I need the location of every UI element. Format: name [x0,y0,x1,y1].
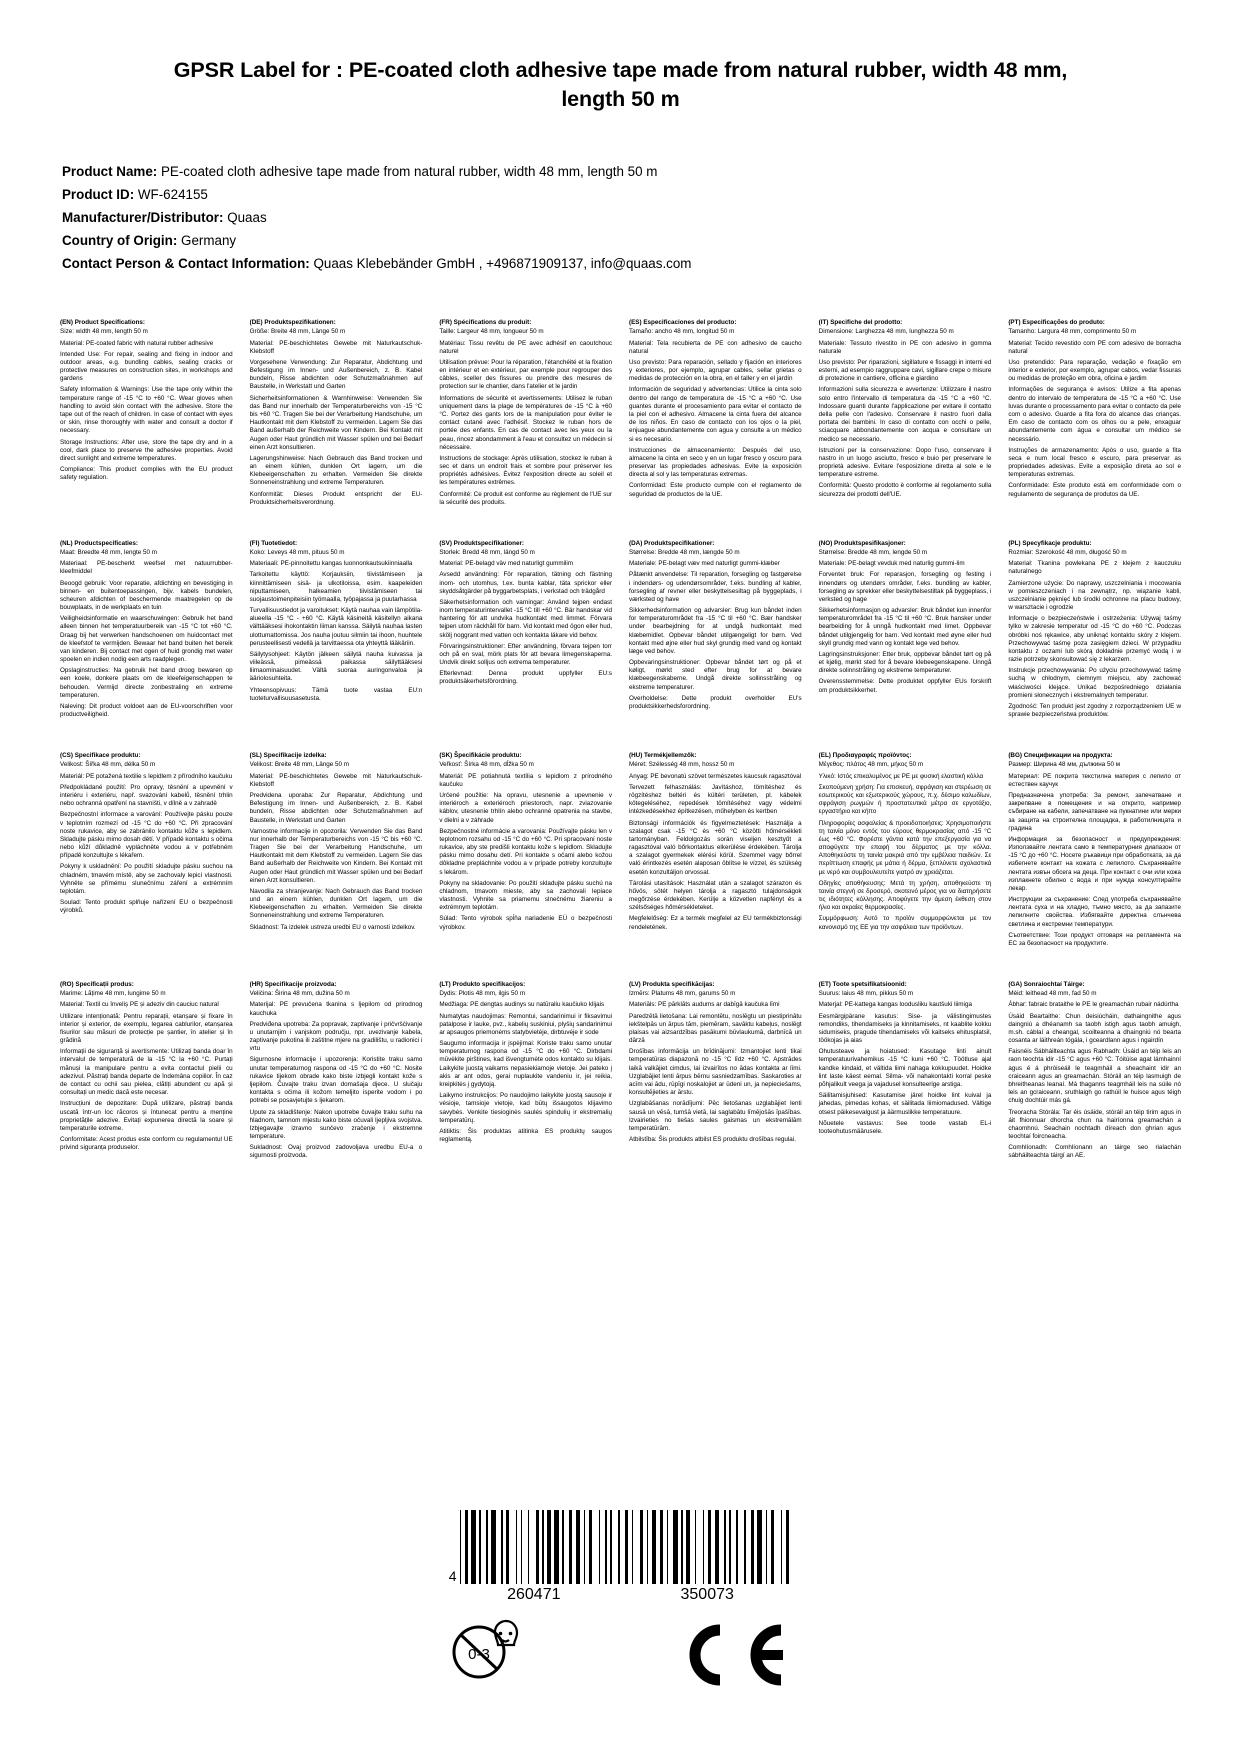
language-paragraph: Material: PE-beschichtetes Gewebe mit Naturkautschuk-Klebstoff [249,772,423,788]
age-range-text: 0-3 [467,1646,490,1663]
language-paragraph: Utilisation prévue: Pour la réparation, l'étanchéité et la fixation en intérieur et en extérieur, par exemple pour regrouper des câbles, sceller des fissures ou prendre des mesures de protection sur le chantier, dans l'atelier et le jardin [439,358,612,391]
language-paragraph: Säilitamisjuhised: Kasutamise järel hoidke lint kuival ja jahedas, pimedas kohas, et säilitada liimiomadused. Vältige otsest päikesevalgust ja äärmuslikke temperatuure. [818,1092,992,1116]
language-paragraph: Opslaginstructies: Na gebruik het band droog bewaren op een koele, donkere plaats om de kleefeigenschappen te behouden. Vermijd directe zonbestraling en extreme temperaturen. [60,667,233,699]
language-paragraph: Instrukcje przechowywania: Po użyciu przechowywać taśmę suchą w chłodnym, ciemnym miejscu, aby zachować właściwości klejące. Unikać bezpośredniego działania promieni słonecznych i ekstremalnych temperatur. [1008,667,1181,699]
language-paragraph: Uso previsto: Per riparazioni, sigillature e fissaggi in interni ed esterni, ad esempio raggruppare cavi, sigillare crepe o misure di protezione in cantiere, officina e giardino [818,358,992,383]
barcode-group-2: 350073 [680,1586,734,1603]
meta-row-product-name [62,160,1181,183]
language-paragraph: Velikost: Šířka 48 mm, délka 50 m [60,761,156,769]
language-paragraph: Размер: Ширина 48 мм, дължина 50 м [1008,761,1121,769]
language-block-hu [629,752,802,981]
language-paragraph: Οδηγίες αποθήκευσης: Μετά τη χρήση, αποθηκεύστε τη ταινία στεγνή σε δροσερό, σκοτεινό μέρος για να διατηρήσετε τις ιδιότητες κόλλησης. Αποφύγετε την άμεση έκθεση στον ήλιο και ακραίες θερμοκρασίες. [818,879,992,912]
language-paragraph: Anyag: PE bevonatú szövet természetes kaucsuk ragasztóval [629,772,802,780]
language-paragraph: Συμμόρφωση: Αυτό το προϊόν συμμορφώνεται με τον κανονισμό της ΕΕ για την ασφάλεια των προϊόντων. [818,915,992,931]
language-heading: (SV) Produktspecifikationer: [439,539,525,547]
language-paragraph: Taille: Largeur 48 mm, longueur 50 m [439,328,544,336]
language-paragraph: Predvidena uporaba: Zur Reparatur, Abdichtung und Befestigung im Innen- und Außenbereich, z. B. Kabel bundeln, Risse abdichten oder Schutzmaßnahmen auf Baustelle, in Werkstatt und Garten [249,792,423,824]
language-block-ro [60,981,233,1193]
language-heading: (NL) Productspecificaties: [60,539,139,547]
language-block-fi [250,540,423,752]
language-block-fr [439,319,612,540]
language-paragraph: Instruções de armazenamento: Após o uso, guarde a fita seca e num local fresco e escuro, para preservar as propriedades adesivas. Evite a exposição direta ao sol e temperaturas extremas. [1008,446,1181,479]
language-heading: (IT) Specifiche del prodotto: [818,319,903,327]
language-paragraph: Istruzioni per la conservazione: Dopo l'uso, conservare il nastro in un luogo asciutto, fresco e buio per preservare le proprietà adesive. Evitare l'esposizione diretta al sole e le temperature estreme. [818,446,992,479]
language-paragraph: Materiál: PE potiahnutá textília s lepidlom z prírodného kaučuku [439,772,612,788]
language-paragraph: Yhteensopivuus: Tämä tuote vastaa EU:n tuoteturvallisuusasetusta. [249,686,423,702]
language-paragraph: Atitiktis: Šis produktas atitinka ES produktų saugos reglamentą. [439,1127,612,1144]
language-paragraph: Informacje o bezpieczeństwie i ostrzeżenia: Używaj taśmy tylko w zakresie temperatur od -15 °C do +60 °C. Podczas obróbki noś rękawice, aby uniknąć kontaktu skóry z klejem. Przechowywać taśmę poza zasięgiem dzieci. W przypadku kontaktu z oczami lub skórą dokładnie przemyć wodą i w razie potrzeby skonsultować się z lekarzem. [1008,615,1181,664]
language-heading: (FI) Tuotetiedot: [249,539,298,547]
language-paragraph: Opbevaringsinstruktioner: Opbevar båndet tørt og på et køligt, mørkt sted efter brug for at bevare klæbeegenskaberne. Undgå direkte sollinsstråling og ekstreme temperaturer. [629,659,802,691]
language-paragraph: Bezpečnostní informace a varování: Používejte pásku pouze v teplotním rozmezí od -15 °C do +60 °C. Při zpracování noste rukavice, aby se zabránilo kontaktu kůže s lepidlem. Skladujte pásku mimo dosah dětí. V případě kontaktu s očima nebo kůží důkladně vypláchněte vodou a v potřebném případě konzultujte s lékařem. [60,811,233,860]
meta-row-product-id [62,183,1181,206]
language-paragraph: Zamierzone użycie: Do naprawy, uszczelniania i mocowania w pomieszczeniach i na zewnątrz, np. wiązanie kabli, uszczelnianie pęknięć lub środki ochronne na placu budowy, w warsztacie i ogrodzie [1008,579,1181,612]
language-paragraph: Uzglabāšanas norādījumi: Pēc lietošanas uzglabājiet lenti sausā un vēsā, tumšā vietā, lai saglabātu līmējošās īpašības. Izvairieties no tiešas saules gaismas un ekstremālām temperatūrām. [629,1100,802,1132]
language-paragraph: Overensstemmelse: Dette produktet oppfyller EUs forskrift om produktsikkerhet. [818,678,992,694]
language-paragraph: Koko: Leveys 48 mm, pituus 50 m [249,549,345,557]
language-paragraph: Veiligheidsinformatie en waarschuwingen: Gebruik het band alleen binnen het temperatuurbereik van -15 °C tot +60 °C. Draag bij het verwerken handschoenen om huidcontact met de kleefstof te vermijden. Bewaar het band buiten het bereik van kinderen. Bij contact met ogen of huid grondig met water spoelen en indien nodig een arts raadplegen. [60,615,233,664]
language-block-sv [439,540,612,752]
language-paragraph: Numatytas naudojimas: Remontui, sandarinimui ir fiksavimui patalpose ir lauke, pvz., kabelių suskiniui, plyšių sandarinimui ar apsaugos priemonėms statybvietėje, dirbtuvėje ir sode [439,1012,612,1036]
language-paragraph: Säkerhetsinformation och varningar: Använd tejpen endast inom temperaturintervallet -15 °C till +60 °C. Bär handskar vid hantering för att undvika hudkontakt med limmet. Förvara tejpen utom räckhåll för barn. Vid kontakt med ögon eller hud, skölj noggrant med vatten och kontakta läkare vid behov. [439,598,612,639]
language-paragraph: Lagringsinstruksjoner: Etter bruk, oppbevar båndet tørt og på et kjølig, mørkt sted for å bevare klebeegenskapene. Unngå direkte solinnstråling og ekstreme temperaturer. [818,650,992,675]
manufacturer-label: Manufacturer/Distributor: [62,210,224,226]
language-paragraph: Upute za skladištenje: Nakon upotrebe čuvajte traku suhu na hladnom, tamnom mjestu kako biste očuvali ljepljiva svojstva. Izbjegavajte izravno sunčevo zračenje i ekstremne temperature. [249,1108,423,1141]
language-paragraph: Tervezett felhasználás: Javításhoz, tömítéshez és rögzítéshez beltéri és kültéri területen, pl. kábelek kötegeléséhez, repedések tömítéséhez vagy védelmi intézkedésekhez építkezésen, műhelyben és kertben [629,783,802,816]
language-paragraph: Sigurnosne informacije i upozorenja: Koristite traku samo unutar temperaturnog raspona od -15 °C do +60 °C. Nosite rukavice tijekom obrade kako biste izbjegli kontakt kože s ljepilom. Čuvajte traku izvan domašaja djece. U slučaju kontakta s očima ili kožom temeljito isperite vodom i po potrebi se posavjetujte s ljekarom. [249,1056,423,1105]
contact-value: Quaas Klebebänder GmbH , +496871909137, info@quaas.com [313,256,692,272]
language-paragraph: Materiale: PE-belagt vevduk med naturlig gummi-lim [818,560,965,568]
language-paragraph: Matériau: Tissu revêtu de PE avec adhésif en caoutchouc naturel [439,339,612,355]
language-heading: (DE) Produktspezifikationen: [249,319,336,327]
language-block-cs [60,752,233,981]
language-paragraph: Pokyny k uskladnění: Po použití skladujte pásku suchou na chladném, tmavém místě, aby se zachovaly lepicí vlastnosti. Vyhněte se přímému slunečnímu záření a extrémním teplotám. [60,863,233,895]
language-heading: (RO) Specificații produs: [60,981,134,989]
language-paragraph: Πληροφορίες ασφαλείας & προειδοποιήσεις: Χρησιμοποιήστε τη ταινία μόνο εντός του εύρους θερμοκρασίας από -15 °C έως +60 °C. Φορέστε γάντια κατά την επεξεργασία για να αποφύγετε την επαφή του δέρματος με την κόλλα. Αποθηκεύστε τη ταινία μακριά από την εμβέλεια παιδιών. Σε περίπτωση επαφής με μάτια ή δέρμα, ξεπλύνετε σχολαστικά με νερό και συμβουλευτείτε γιατρό αν χρειάζεται. [818,819,992,876]
language-paragraph: Påtænkt anvendelse: Til reparation, forsegling og fastgørelse i indendørs- og udendørsområder, f.eks. bundling af kabler, forsegling af revner eller beskyttelsesiltag på byggeplads, i værksted og have [629,571,802,603]
language-paragraph: Materiál: PE potažená textilie s lepidlem z přírodního kaučuku [60,772,233,780]
language-paragraph: Medžiaga: PE dengtas audinys su natūraliu kaučiuko klijais [439,1001,605,1009]
language-paragraph: Maat: Breedte 48 mm, lengte 50 m [60,549,157,557]
language-heading: (EN) Product Specifications: [60,319,146,327]
language-paragraph: Materiaal: PE-bescherkt weefsel met natuurrubber-kleefmiddel [60,560,233,576]
language-paragraph: Intended Use: For repair, sealing and fixing in indoor and outdoor areas, e.g. bundling cables, sealing cracks or protective measures on construction sites, in workshops and gardens [60,350,233,383]
language-paragraph: Materiale: Tessuto rivestito in PE con adesivo in gomma naturale [818,339,992,355]
language-paragraph: Rozmiar: Szerokość 48 mm, długość 50 m [1008,549,1127,557]
language-block-et [819,981,992,1193]
language-heading: (SK) Špecifikácie produktu: [439,752,522,760]
language-paragraph: Conformità: Questo prodotto è conforme al regolamento sulla sicurezza dei prodotti dell'UE. [818,482,992,498]
language-paragraph: Soulad: Tento produkt splňuje nařízení EU o bezpečnosti výrobků. [60,899,233,915]
language-paragraph: Forventet bruk: For reparasjon, forsegling og festing i innendørs og utendørs områder, f.eks. bundling av kabler, forsegling av sprekker eller beskyttelsestiltak på byggeplass, i verksted og hage [818,571,992,603]
language-paragraph: Vorgesehene Verwendung: Zur Reparatur, Abdichtung und Befestigung im Innen- und Außenbereich, z. B. Kabel bundeln, Risse abdichten oder Schutzmaßnahmen auf Baustelle, in Werkstatt und Garten [249,358,423,391]
barcode-bars [460,1510,793,1584]
language-block-pl [1008,540,1181,752]
language-paragraph: Σκοπούμενη χρήση: Για επισκευή, σφράγιση και στερέωση σε εσωτερικούς και εξωτερικούς χώρους, π.χ. δέσιμο καλωδίων, σφράγιση ρωγμών ή προστατευτικά μέτρα σε εργοτάξιο, εργαστήριο και κήπο [818,783,992,816]
language-paragraph: Méret: Szélesség 48 mm, hossz 50 m [629,761,735,769]
language-paragraph: Инструкции за съхранение: След употреба съхранявайте лентата суха и на хладно, тъмно място, за да запазите лепилните свойства. Избягвайте директна слънчева светлина и екстремни температури. [1008,896,1181,928]
language-paragraph: Sicherheitsinformationen & Warnhinweise: Verwenden Sie das Band nur innerhalb der Temperaturbereichs von -15 °C bis +60 °C. Tragen Sie bei der Verarbeitung Handschuhe, um Hautkontakt mit dem Klebstoff zu vermeiden. Lagern Sie das Band außerhalb der Reichweite von Kindern. Bei Kontakt mit Augen oder Haut gründlich mit Wasser spülen und bei Bedarf einen Arzt konsultieren. [249,394,423,451]
language-paragraph: Laikymo instrukcijos: Po naudojimo laikykite juostą sausoje ir vėsioje, tamsioje vietoje, kad būtų išsaugotos klijavimo savybės. Venkite tiesioginės saulės spindulių ir ekstremalių temperatūrų. [439,1092,612,1124]
language-paragraph: Veličina: Širina 48 mm, dužina 50 m [249,990,350,998]
language-paragraph: Beoogd gebruik: Voor reparatie, afdichting en bevestiging in binnen- en buitentoepassingen, bijv. kabels bundelen, scheuren afdichten of beschermende maatregelen op de bouwplaats, in de werkplaats en tuin [60,579,233,612]
barcode-lead-digit: 4 [448,1568,457,1584]
language-paragraph: Предназначена употреба: За ремонт, запечатване и закрепване в помещения и на открито, например събиране на кабели, запечатване на пукнатини или мерки за защита на строителна площадка, в работилницата и градина [1008,792,1181,832]
language-paragraph: Materiale: PE-belagt væv med naturligt gummi-klæber [629,560,780,568]
meta-row-country [62,229,1181,252]
language-paragraph: Υλικό: Ιστός επικαλυμένος με PE με φυσική ελαστική κόλλα [818,772,984,780]
barcode-numbers [0,1586,1241,1604]
language-block-da [629,540,802,752]
language-heading: (LV) Produkta specifikācijas: [629,981,715,989]
language-paragraph: Bezpečnostné informácie a varovania: Používajte pásku len v teplotnom rozsahu od -15 °C do +60 °C. Pri spracovaní noste rukavice, aby ste predišli kontaktu kože s lepidlom. Skladujte pásku mimo dosahu detí. Pri kontakte s očami alebo kožou dôkladne prepláchnite vodou a v prípade potreby konzultujte s lekárom. [439,827,612,876]
language-paragraph: Conformidad: Este producto cumple con el reglamento de seguridad de productos de la UE. [629,482,802,498]
language-paragraph: Biztonsági információk és figyelmeztetések: Használja a szalagot csak -15 °C és +60 °C közötti hőmérsékleti tartományban. Feldolgozás során viseljen kesztyűt a ragasztóval való bőrkontaktus elkerülése érdekében. Tárolja a szalagot gyermekek elérési körül. Szemmel vagy bőrrel való érintkezés esetén alaposan öblítse le vízzel, és szükség esetén konzultáljon orvossal. [629,819,802,876]
language-heading: (SL) Specifikacije izdelka: [249,752,327,760]
language-heading: (HR) Specifikacije proizvoda: [249,981,337,989]
language-paragraph: Dimensione: Larghezza 48 mm, lunghezza 50 m [818,328,954,336]
age-warning-icon [449,1618,523,1692]
language-paragraph: Navodila za shranjevanje: Nach Gebrauch das Band trocken und an einem kühlen, dunklen Ort lagern, um die Klebeeigenschaften zu erhalten. Vermeiden Sie direkte Sonneneinstrahlung und extreme Temperaturen. [249,887,423,920]
language-paragraph: Materiāls: PE pārklāts audums ar dabīgā kaučuka līmi [629,1001,780,1009]
language-paragraph: Lagerungshinweise: Nach Gebrauch das Band trocken und an einem kühlen, dunklen Ort lagern, um die Klebeeigenschaften zu erhalten. Vermeiden Sie direkte Sonneneinstrahlung und extreme Temperaturen. [249,454,423,487]
language-paragraph: Predviđena upotreba: Za popravak, zaptivanje i pričvršćivanje u unutarnjim i vanjskom području, npr. uvezivanje kabela, zaptivanje pukotina ili zaštitne mjere na gradilištu, u radionici i vrtu [249,1020,423,1053]
language-heading: (EL) Προδιαγραφές προϊόντος: [818,752,912,760]
language-paragraph: Úsáid Beartaithe: Chun deisiúcháin, dathaingnithe agus daingniú a dhéanamh sa taobh istigh agus taobh amuigh, m.sh. cáblaí a cheangal, scoilteanna a dhaingniú nó bearta cosanta ar láithreán tógála, i gceardlann agus i ngairdín [1008,1012,1181,1045]
barcode-group-1: 260471 [507,1586,561,1603]
language-paragraph: Suurus: laius 48 mm, pikkus 50 m [818,990,914,998]
language-paragraph: Size: width 48 mm, length 50 m [60,328,148,336]
language-paragraph: Uso previsto: Para reparación, sellado y fijación en interiores y exteriores, por ejemplo, agrupar cables, sellar grietas o medidas de protección en la obra, en el taller y en el jardín [629,358,802,383]
language-paragraph: Μέγεθος: πλάτος 48 mm, μήκος 50 m [818,761,924,769]
product-name-label: Product Name: [62,164,158,180]
language-paragraph: Materijal: PE prevučena tkanina s ljepilom od prirodnog kauchuka [249,1001,423,1017]
language-heading: (DA) Produktspecifikationer: [629,539,715,547]
language-heading: (ET) Toote spetsifikatsioonid: [818,981,907,989]
language-paragraph: Material: Tecido revestido com PE com adesivo de borracha natural [1008,339,1181,355]
contact-label: Contact Person & Contact Information: [62,256,310,272]
language-block-sl [250,752,423,981]
language-paragraph: Conformitate: Acest produs este conform cu regulamentul UE privind siguranța produselor. [60,1136,233,1152]
language-heading: (LT) Produkto specifikacijos: [439,981,526,989]
language-paragraph: Konformität: Dieses Produkt entspricht der EU-Produktsicherheitsverordnung. [249,490,423,506]
language-paragraph: Tamanho: Largura 48 mm, comprimento 50 m [1008,328,1137,336]
language-paragraph: Материал: PE покрита текстилна материя с лепило от естествен каучук [1008,772,1181,788]
language-paragraph: Информация за безопасност и предупреждения: Използвайте лентата само в температурния диапазон от -15 °C до +60 °C. Носете ръкавици при обработката, за да избегнете контакт на кожата с лепилото. Съхранявайте лентата извън обсега на деца. При контакт с очи или кожа изплакнете обилно с вода и при нужда консултирайте лекар. [1008,835,1181,892]
country-label: Country of Origin: [62,233,178,249]
language-paragraph: Material: PE-coated fabric with natural rubber adhesive [60,339,214,347]
language-heading: (PT) Especificações do produto: [1008,319,1105,327]
meta-row-manufacturer [62,206,1181,229]
language-paragraph: Avsedd användning: För reparation, tätning och fästning inom- och utomhus, t.ex. bunta kablar, täta sprickor eller skyddsåtgärder på byggarbetsplats, i verkstad och trädgård [439,571,612,595]
language-paragraph: Tamaño: ancho 48 mm, longitud 50 m [629,328,735,336]
language-paragraph: Größe: Breite 48 mm, Länge 50 m [249,328,346,336]
language-paragraph: Súlad: Tento výrobok spĺňa nariadenie EÚ o bezpečnosti výrobkov. [439,915,612,931]
language-paragraph: Skladnost: Ta izdelek ustreza uredbi EU o varnosti izdelkov. [249,923,416,931]
language-paragraph: Material: PE-beschichtetes Gewebe mit Naturkautschuk-Klebstoff [249,339,423,355]
language-paragraph: Storlek: Bredd 48 mm, längd 50 m [439,549,535,557]
language-paragraph: Atbilstība: Šis produkts atbilst ES produktu drošības regulai. [629,1136,796,1144]
language-paragraph: Sukladnost: Ovaj proizvod zadovoljava uredbu EU-a o sigurnosti proizvoda. [249,1144,423,1160]
page-title: GPSR Label for : PE-coated cloth adhesive tape made from natural rubber, width 48 mm, length 50 m [173,58,1068,112]
language-paragraph: Instructions de stockage: Après utilisation, stockez le ruban à sec et dans un endroit frais et sombre pour préserver les propriétés adhésives. Évitez l'exposition directe au soleil et les températures extrêmes. [439,454,612,487]
meta-row-contact [62,252,1181,275]
language-paragraph: Materjal: PE-kattega kangas loodusliku kautšuki liimiga [818,1001,972,1009]
language-paragraph: Informações de segurança e avisos: Utilize a fita apenas dentro do intervalo de temperatura de -15 °C a +60 °C. Use luvas durante o processamento para evitar o contacto da pele com o adesivo. Guarde a fita fora do alcance das crianças. Em caso de contacto com os olhos ou a pele, enxaguar abundantemente com água e consultar um médico se necessário. [1008,386,1181,443]
language-paragraph: Předpokládané použití: Pro opravy, těsnění a upevnění v interiéru i exteriéru, např. svazování kabelů, těsnění trhlin nebo ochranná opatření na stavništi, v dílně a v zahradě [60,783,233,808]
language-paragraph: Méid: leithead 48 mm, fad 50 m [1008,990,1097,998]
age-warning-svg [449,1618,523,1692]
language-paragraph: Eesmärgipärane kasutus: Sise- ja välistingimustes remondiks, tihendamiseks ja kinnitamiseks, nt kaablite kokku sidumiseks, pragude tihendamiseks või kaitseks ehitusplatsil, töökojas ja aias [818,1012,992,1045]
language-paragraph: Paredzētā lietošana: Lai remontētu, noslēgtu un piestiprinātu iekštelpās un ārpus tām, piemēram, savāktu kabeļus, noslēgt plaisas vai aizsardzības pasākumi būvlaukumā, darbnīcā un dārzā [629,1012,802,1045]
language-paragraph: Turvallisuustiedot ja varoitukset: Käytä nauhaa vain lämpötila-alueella -15 °C - +60 °C. Käytä käsineitä käsitellyn aikana välttääksesi ihokontaktin liiman kanssa. Säilytä nauhaa lasten ulottumattomissa. Jos nauha joutuu silmiin tai ihoon, huuhtele perusteellisesti vedellä ja tarvittaessa ota yhteyttä lääkäriin. [249,607,423,647]
language-heading: (CS) Specifikace produktu: [60,752,141,760]
language-paragraph: Förvaringsinstruktioner: Efter användning, förvara tejpen torr och på en sval, mörk plats för att bevara limegenskaperna. Undvik direkt solljus och extrema temperaturer. [439,642,612,667]
language-paragraph: Faisnéis Sábháilteachta agus Rabhadh: Úsáid an téip leis an raon teochta idir -15 °C agus +60 °C. Tóitúise agat lámhainní agus é á phróiseáil le teagmháil a sheachaint idir an craiceann agus an greamachán. Stóráil an téip lasmuigh de bhreitheanas leanaí. Má thaganns teagmháil leis na súile nó leis an gcraiceann, sruthlaigh go rathúil le huisce agus téigh chuig dochtúir más gá. [1008,1048,1181,1105]
language-paragraph: Ohutusteave ja hoiatused: Kasutage linti ainult temperatuurivahemikus -15 °C kuni +60 °C. Töötluse ajal kandke kindaid, et vältida liimi nahaga kokkupuudet. Hoidke lint laste käest eemal. Silma- või nahakontakti korral peske põhjalikult veega ja vajadusel konsulteerige arstiga. [818,1048,992,1088]
language-specification-grid [60,319,1181,1193]
language-paragraph: Drošības informācija un brīdinājumi: Izmantojiet lenti tikai temperatūras diapazonā no -15 °C līdz +60 °C. Apstrādes laikā valkājiet cimdus, lai izvairītos no ādas kontakta ar līmi. Uzglabājiet lenti ārpus bērnu sasniedzamības. Saskaroties ar acīm vai ādu, rūpīgi noskalojiet ar ūdeni un, ja nepieciešams, konsultējieties ar ārstu. [629,1048,802,1097]
product-id-label: Product ID: [62,187,135,203]
language-paragraph: Material: Textil cu înveliș PE și adeziv din cauciuc natural [60,1001,219,1009]
language-paragraph: Compliance: This product complies with the EU product safety regulation. [60,466,233,482]
language-paragraph: Materiał: Tkanina powlekana PE z klejem z kauczuku naturalnego [1008,560,1181,576]
language-paragraph: Veľkosť: Šírka 48 mm, dĺžka 50 m [439,761,534,769]
compliance-marks [0,1618,1241,1692]
language-paragraph: Съответствие: Този продукт отговаря на регламента на ЕС за безопасност на продуктите. [1008,931,1181,947]
language-block-hr [250,981,423,1193]
language-paragraph: Naleving: Dit product voldoet aan de EU-voorschriften voor productveiligheid. [60,702,233,719]
manufacturer-value: Quaas [227,210,267,226]
language-paragraph: Utilizare intenționată: Pentru reparații, etanșare și fixare în interior și exterior, de exemplu, legarea cablurilor, etanșarea fisurilor sau măsuri de protecție pe șantier, în atelier și în grădină [60,1012,233,1045]
language-paragraph: Informazioni sulla sicurezza e avvertenze: Utilizzare il nastro solo entro l'intervallo di temperatura da -15 °C a +60 °C. Indossare guanti durante l'applicazione per evitare il contatto della pelle con l'adesivo. Conservare il nastro fuori dalla portata dei bambini. In caso di contatto con occhi o pelle, sciacquare abbondantemente con acqua e consultare un medico se necessario. [818,386,992,443]
language-heading: (HU) Termékjellemzők: [629,752,697,760]
language-paragraph: Marime: Lățime 48 mm, lungime 50 m [60,990,166,998]
product-meta [62,160,1181,275]
language-paragraph: Nõuetele vastavus: See toode vastab EL-i tooteohutusmäärusele. [818,1119,992,1135]
country-value: Germany [181,233,237,249]
language-paragraph: Informații de siguranță și avertismente: Utilizați banda doar în intervalul de temperatură de la -15 °C la +60 °C. Purtați mănuși la manipulare pentru a evita contactul pielii cu adezivul. Păstrați banda departe de îndemâna copiilor. În caz de contact cu ochii sau pielea, clătiți abundent cu apă și consultați un medic dacă este necesar. [60,1048,233,1097]
language-heading: (GA) Sonraíochtaí Táirge: [1008,981,1085,989]
language-heading: (BG) Спецификации на продукта: [1008,752,1113,760]
language-paragraph: Säilytysohjeet: Käytön jälkeen säilytä nauha kuivassa ja viileässä, pimeässä paikassa säilyttääksesi liimaominaisuudet. Vältä suoraa auringonvaloa ja ääriolosuhteita. [249,650,423,683]
language-paragraph: Størrelse: Bredde 48 mm, lengde 50 m [818,549,928,557]
language-paragraph: Sikkerhetsinformasjon og advarsler: Bruk båndet kun innenfor temperaturområdet fra -15 °C til +60 °C. Bruk hansker under bearbeiding for å unngå hudkontakt med limet. Oppbevar båndet utilgjengelig for barn. Ved kontakt med øyne eller hud skyll grundig med vann og kontakt lege ved behov. [818,607,992,647]
language-paragraph: Efterlevnad: Denna produkt uppfyller EU:s produktsäkerhetsförordning. [439,670,612,686]
language-paragraph: Pokyny na skladovanie: Po použití skladujte pásku suchú na chladnom, tmavom mieste, aby sa zachovali lepiace vlastnosti. Vyhnite sa priamemu slnečnému žiareniu a extrémnym teplotám. [439,879,612,912]
language-block-nl [60,540,233,752]
language-paragraph: Ábhar: fabraic brataithe le PE le greamachán rubair nádúrtha [1008,1001,1179,1009]
language-paragraph: Material: PE-belagd väv med naturligt gummilim [439,560,574,568]
language-block-bg [1008,752,1181,981]
language-paragraph: Tarkoitettu käyttö: Korjauksiin, tiivistämiseen ja kiinnittämiseen sisä- ja ulkotiloissa, esim. kaapeleiden niputtamiseen, halkeamien tiivistämiseen tai suojaustoimenpiteisiin työmaalla, työpajassa ja puutarhassa [249,571,423,603]
language-paragraph: Sikkerhedsinformation og advarsler: Brug kun båndet inden for temperaturområdet fra -15 °C til +60 °C. Bær handsker under bearbejdning for at undgå hudkontakt med klæbemidlet. Opbevar båndet utilgængeligt for børn. Ved kontakt med øjne eller hud skyl grundig med vand og kontakt læge ved behov. [629,607,802,655]
language-paragraph: Overholdelse: Dette produkt overholder EU's produktsikkerhedsforordning. [629,694,802,710]
language-block-no [819,540,992,752]
language-paragraph: Material: Tela recubierta de PE con adhesivo de caucho natural [629,339,802,355]
language-paragraph: Saugumo informacija ir įspėjimai: Koriste traku samo unutar temperaturnog raspona od -15 °C do +60 °C. Dirbdami mūvėkite pirštines, kad išvengtumėte odos kontakto su klijais. Laikykite juostą vaikams nepasiekiamoje vietoje. Jei pateko į akis ar ant odos, gerai nuplaukite vandeniu ir, jei reikia, kreipkitės į gydytoją. [439,1040,612,1088]
language-heading: (FR) Spécifications du produit: [439,319,532,327]
product-name-value: PE-coated cloth adhesive tape made from natural rubber, width 48 mm, length 50 m [160,164,658,180]
language-paragraph: Información de seguridad y advertencias: Utilice la cinta solo dentro del rango de temperatura de -15 °C a +60 °C. Use guantes durante el procesamiento para evitar el contacto de la piel con el adhesivo. Almacene la cinta fuera del alcance de los niños. En caso de contacto con los ojos o la piel, enjuague abundantemente con agua y consulte a un médico si es necesario. [629,386,802,443]
language-block-el [819,752,992,981]
language-paragraph: Materiaali: PE-pinnoitettu kangas luonnonkautsukiinniaalla [249,560,413,568]
language-paragraph: Conformité: Ce produit est conforme au règlement de l'UE sur la sécurité des produits. [439,490,612,506]
language-paragraph: Conformidade: Este produto está em conformidade com o regulamento de segurança de produtos da UE. [1008,482,1181,498]
language-heading: (ES) Especificaciones del producto: [629,319,737,327]
language-paragraph: Storage Instructions: After use, store the tape dry and in a cool, dark place to preserve the adhesive properties. Avoid direct sunlight and extreme temperatures. [60,438,233,462]
language-paragraph: Určené použitie: Na opravu, utesnenie a upevnenie v interiéroch a exteriéroch priestoroch, napr. zviazovanie káblov, utesnenie trhlín alebo ochranné opatrenia na stavbe, v dielni a v záhrade [439,792,612,824]
language-paragraph: Varnostne informacije in opozorila: Verwenden Sie das Band nur innerhalb der Temperaturbereichs von -15 °C bis +60 °C. Tragen Sie bei der Verarbeitung Handschuhe, um Hautkontakt mit dem Klebstoff zu vermeiden. Lagern Sie das Band außerhalb der Reichweite von Kindern. Bei Kontakt mit Augen oder Haut gründlich mit Wasser spülen und bei Bedarf einen Arzt konsultieren. [249,827,423,884]
language-block-es [629,319,802,540]
language-paragraph: Instrucțiuni de depozitare: După utilizare, păstrați banda uscată într-un loc răcoros și întunecat pentru a menține proprietățile adezive. Evitați expunerea directă la soare și temperaturile extreme. [60,1100,233,1132]
language-paragraph: Treoracha Stórála: Tar éis úsáide, stóráil an téip tirim agus in áit fhionnuar dhorcha chun na hairíonna greamachán a chaomhnú. Seachain nochtadh díreach don ghrian agus teochtaí foircneacha. [1008,1108,1181,1141]
language-paragraph: Izmērs: Platums 48 mm, garums 50 m [629,990,736,998]
barcode [0,1510,1241,1584]
language-block-sk [439,752,612,981]
language-block-pt [1008,319,1181,540]
language-paragraph: Tárolási utasítások: Használat után a szalagot szárazon és hűvös, sötét helyen tárolja a ragasztó tulajdonságok megőrzése érdekében. Kerülje a közvetlen napfényt és a szélsőséges hőmérsékleteket. [629,879,802,912]
language-paragraph: Dydis: Plotis 48 mm, ilgis 50 m [439,990,526,998]
language-paragraph: Størrelse: Bredde 48 mm, længde 50 m [629,549,740,557]
language-block-de [250,319,423,540]
language-block-lv [629,981,802,1193]
language-heading: (PL) Specyfikacje produktu: [1008,539,1092,547]
footer-marks [0,1510,1241,1740]
language-block-lt [439,981,612,1193]
language-paragraph: Uso pretendido: Para reparação, vedação e fixação em interior e exterior, por exemplo, agrupar cabos, vedar fissuras ou medidas de proteção em obra, oficina e jardim [1008,358,1181,383]
language-paragraph: Velikost: Breite 48 mm, Länge 50 m [249,761,350,769]
language-heading: (NO) Produktspesifikasjoner: [818,539,906,547]
product-id-value: WF-624155 [137,187,208,203]
language-block-ga [1008,981,1181,1193]
ce-marking-icon [673,1622,793,1688]
language-paragraph: Zgodność: Ten produkt jest zgodny z rozporządzeniem UE w sprawie bezpieczeństwa produktów. [1008,702,1181,719]
language-paragraph: Megfelelőség: Ez a termék megfelel az EU termékbiztonsági rendeletének. [629,915,802,931]
language-paragraph: Comhlíonadh: Comhlíonann an táirge seo rialachán sábháilteachta táirgí an AE. [1008,1144,1181,1160]
language-paragraph: Safety Information & Warnings: Use the tape only within the temperature range of -15 °C to +60 °C. Wear gloves when handling to avoid skin contact with the adhesive. Store the tape out of the reach of children. In case of contact with eyes or skin, rinse thoroughly with water and consult a doctor if necessary. [60,386,233,435]
ce-marking-svg [673,1622,793,1688]
language-block-it [819,319,992,540]
language-paragraph: Instrucciones de almacenamiento: Después del uso, almacene la cinta en seco y en un lugar fresco y oscuro para preservar las propiedades adhesivas. Evite la exposición directa al sol y las temperaturas extremas. [629,446,802,479]
language-block-en [60,319,233,540]
language-paragraph: Informations de sécurité et avertissements: Utilisez le ruban uniquement dans la plage de températures de -15 °C à +60 °C. Portez des gants lors de la manipulation pour éviter le contact cutané avec l'adhésif. Stockez le ruban hors de portée des enfants. En cas de contact avec les yeux ou la peau, rincez abondamment à l'eau et consultez un médecin si nécessaire. [439,394,612,451]
